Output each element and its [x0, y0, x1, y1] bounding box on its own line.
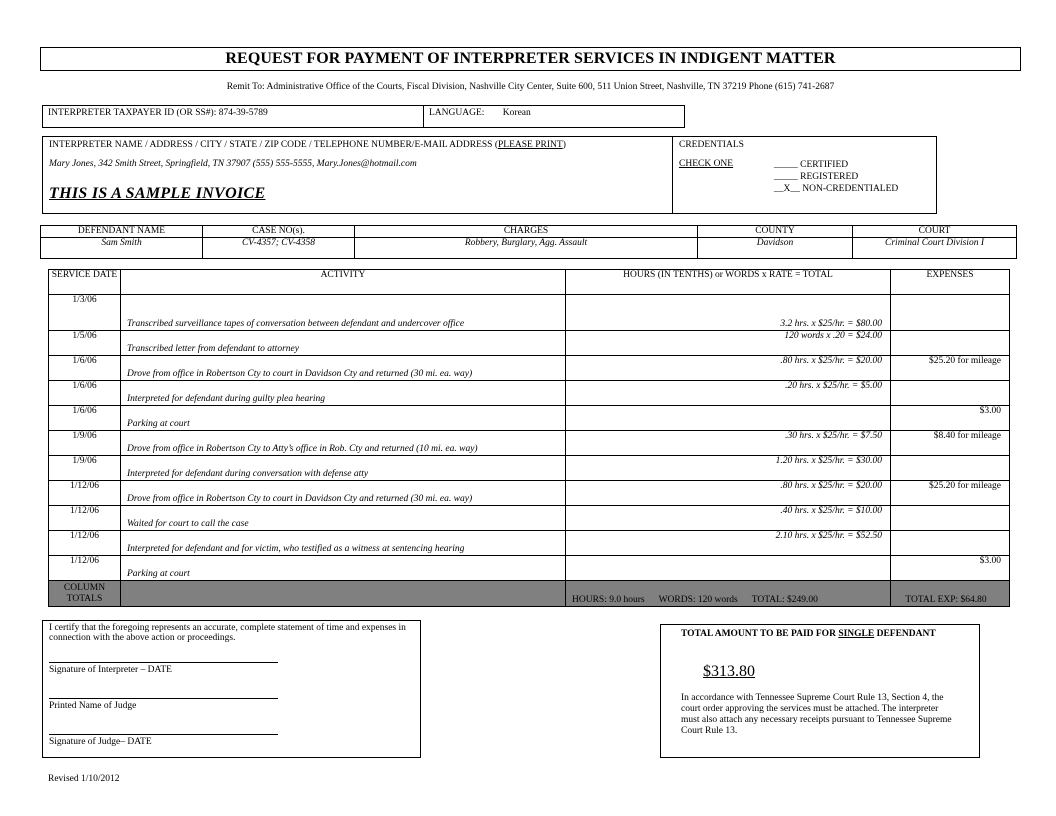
service-date-cell[interactable]: 1/9/06 — [49, 456, 121, 481]
expense-cell[interactable] — [891, 531, 1010, 556]
interpreter-name-field[interactable] — [43, 137, 673, 213]
hours-cell[interactable]: .30 hrs. x $25/hr. = $7.50 — [566, 431, 891, 456]
certification-text: I certify that the foregoing represents an accurate, complete statement of time and expenses in connection with the above action or proceedings. — [49, 623, 406, 643]
activity-cell[interactable]: Drove from office in Robertson Cty to Atty’s office in Rob. Cty and returned (10 mi. ea. way) — [121, 431, 566, 456]
activity-cell[interactable]: Transcribed letter from defendant to attorney — [121, 331, 566, 356]
service-row — [49, 506, 1010, 531]
hours-cell[interactable]: 3.2 hrs. x $25/hr. = $80.00 — [566, 295, 891, 331]
interpreter-info-box — [42, 136, 937, 214]
service-row — [49, 295, 1010, 331]
credential-noncredentialed-option[interactable]: __X__ NON-CREDENTIALED — [774, 184, 899, 194]
activity-cell[interactable]: Interpreted for defendant and for victim, who testified as a witness at sentencing hearing — [121, 531, 566, 556]
expense-cell[interactable] — [891, 506, 1010, 531]
service-row — [49, 381, 1010, 406]
service-table — [48, 269, 1010, 607]
service-date-cell[interactable]: 1/5/06 — [49, 331, 121, 356]
hours-cell[interactable]: 2.10 hrs. x $25/hr. = $52.50 — [566, 531, 891, 556]
service-date-cell[interactable]: 1/6/06 — [49, 356, 121, 381]
expense-cell[interactable]: $25.20 for mileage — [891, 481, 1010, 506]
service-row — [49, 481, 1010, 506]
taxpayer-id-field[interactable] — [43, 106, 424, 127]
total-amount-box — [660, 624, 980, 758]
total-amount-note: In accordance with Tennessee Supreme Court Rule 13, Section 4, the court order approving the services must be attached. The interpreter must also attach any necessary receipts pursuant to Tennessee Supreme Court Rule 13. — [681, 693, 952, 736]
charges-cell[interactable]: Robbery, Burglary, Agg. Assault — [355, 238, 698, 259]
certification-box — [42, 620, 421, 758]
expense-cell[interactable] — [891, 331, 1010, 356]
interpreter-signature-line[interactable] — [49, 651, 278, 663]
expense-cell[interactable]: $25.20 for mileage — [891, 356, 1010, 381]
activity-cell[interactable]: Parking at court — [121, 556, 566, 581]
case-no-header: CASE NO(s). — [203, 226, 355, 238]
total-amount-heading: TOTAL AMOUNT TO BE PAID FOR SINGLE DEFENDANT — [681, 629, 936, 639]
hours-cell[interactable] — [566, 556, 891, 581]
expense-cell[interactable]: $3.00 — [891, 406, 1010, 431]
credential-certified-option[interactable]: _____ CERTIFIED — [774, 160, 849, 170]
column-totals-row — [49, 581, 1010, 607]
hours-cell[interactable]: 1.20 hrs. x $25/hr. = $30.00 — [566, 456, 891, 481]
hours-header: HOURS (IN TENTHS) or WORDS x RATE = TOTAL — [566, 270, 891, 295]
service-row — [49, 406, 1010, 431]
language-label: LANGUAGE: — [429, 108, 485, 118]
court-header: COURT — [853, 226, 1017, 238]
taxpayer-id-value: 874-39-5789 — [218, 108, 268, 118]
service-date-cell[interactable]: 1/12/06 — [49, 556, 121, 581]
activity-header: ACTIVITY — [121, 270, 566, 295]
hours-cell[interactable]: .40 hrs. x $25/hr. = $10.00 — [566, 506, 891, 531]
credentials-label: CREDENTIALS — [679, 140, 744, 150]
judge-printed-name-line[interactable] — [49, 687, 278, 699]
court-cell[interactable]: Criminal Court Division I — [853, 238, 1017, 259]
service-date-cell[interactable]: 1/6/06 — [49, 381, 121, 406]
service-date-cell[interactable]: 1/6/06 — [49, 406, 121, 431]
hours-cell[interactable]: .80 hrs. x $25/hr. = $20.00 — [566, 481, 891, 506]
service-date-cell[interactable]: 1/9/06 — [49, 431, 121, 456]
defendant-data-row — [41, 238, 1017, 259]
interpreter-header: INTERPRETER NAME / ADDRESS / CITY / STATE / ZIP CODE / TELEPHONE NUMBER/E-MAIL ADDRESS (PLEASE PRINT) — [49, 140, 566, 150]
expense-cell[interactable] — [891, 381, 1010, 406]
service-date-cell[interactable]: 1/12/06 — [49, 481, 121, 506]
total-words: WORDS: 120 words — [658, 595, 738, 605]
language-field[interactable] — [424, 106, 684, 127]
judge-signature-label: Signature of Judge– DATE — [49, 737, 152, 747]
activity-cell[interactable]: Parking at court — [121, 406, 566, 431]
remit-to-address: Remit To: Administrative Office of the Courts, Fiscal Division, Nashville City Center, Suite 600, 511 Union Street, Nashville, TN 37219 Phone (615) 741-2687 — [226, 82, 835, 92]
sample-invoice-label: THIS IS A SAMPLE INVOICE — [49, 185, 266, 202]
revised-date: Revised 1/10/2012 — [48, 774, 120, 784]
activity-cell[interactable]: Interpreted for defendant during guilty plea hearing — [121, 381, 566, 406]
case-no-cell[interactable]: CV-4357; CV-4358 — [203, 238, 355, 259]
expense-cell[interactable]: $3.00 — [891, 556, 1010, 581]
hours-cell[interactable]: .20 hrs. x $25/hr. = $5.00 — [566, 381, 891, 406]
service-row — [49, 531, 1010, 556]
language-value: Korean — [502, 108, 531, 118]
service-header-row — [49, 270, 1010, 295]
hours-cell[interactable] — [566, 406, 891, 431]
totals-hours-cell[interactable] — [566, 581, 891, 607]
check-one-label: CHECK ONE — [679, 159, 734, 169]
activity-cell[interactable]: Drove from office in Robertson Cty to court in Davidson Cty and returned (30 mi. ea. way) — [121, 481, 566, 506]
county-cell[interactable]: Davidson — [698, 238, 853, 259]
service-date-cell[interactable]: 1/12/06 — [49, 506, 121, 531]
total-fee: TOTAL: $249.00 — [751, 595, 818, 605]
activity-cell[interactable]: Drove from office in Robertson Cty to court in Davidson Cty and returned (30 mi. ea. way) — [121, 356, 566, 381]
service-date-cell[interactable]: 1/12/06 — [49, 531, 121, 556]
service-date-header: SERVICE DATE — [49, 270, 121, 295]
service-row — [49, 456, 1010, 481]
service-row — [49, 331, 1010, 356]
defendant-name-cell[interactable]: Sam Smith — [41, 238, 203, 259]
expense-cell[interactable] — [891, 456, 1010, 481]
service-row — [49, 356, 1010, 381]
total-expenses[interactable]: TOTAL EXP: $64.80 — [891, 581, 1010, 607]
hours-cell[interactable]: 120 words x .20 = $24.00 — [566, 331, 891, 356]
activity-cell[interactable]: Interpreted for defendant during conversation with defense atty — [121, 456, 566, 481]
form-title-box — [40, 47, 1021, 71]
form-title: REQUEST FOR PAYMENT OF INTERPRETER SERVICES IN INDIGENT MATTER — [225, 50, 836, 67]
activity-cell[interactable]: Transcribed surveillance tapes of conversation between defendant and undercover office — [121, 295, 566, 331]
charges-header: CHARGES — [355, 226, 698, 238]
defendant-header-row — [41, 226, 1017, 238]
interpreter-details: Mary Jones, 342 Smith Street, Springfield, TN 37907 (555) 555-5555, Mary.Jones@hotmail.com — [49, 159, 417, 169]
credential-registered-option[interactable]: _____ REGISTERED — [774, 172, 859, 182]
hours-cell[interactable]: .80 hrs. x $25/hr. = $20.00 — [566, 356, 891, 381]
judge-printed-name-label: Printed Name of Judge — [49, 701, 137, 711]
county-header: COUNTY — [698, 226, 853, 238]
defendant-table — [40, 225, 1017, 259]
column-totals-label: COLUMN TOTALS — [49, 581, 121, 607]
service-row — [49, 431, 1010, 456]
credentials-section — [673, 137, 936, 213]
judge-signature-line[interactable] — [49, 723, 278, 735]
expense-cell[interactable]: $8.40 for mileage — [891, 431, 1010, 456]
expense-cell[interactable] — [891, 295, 1010, 331]
service-date-cell[interactable]: 1/3/06 — [49, 295, 121, 331]
expenses-header: EXPENSES — [891, 270, 1010, 295]
total-amount-value[interactable]: $313.80 — [703, 663, 755, 680]
activity-cell[interactable]: Waited for court to call the case — [121, 506, 566, 531]
interpreter-signature-label: Signature of Interpreter – DATE — [49, 665, 172, 675]
service-row — [49, 556, 1010, 581]
totals-activity-cell — [121, 581, 566, 607]
taxpayer-id-label: INTERPRETER TAXPAYER ID (OR SS#): — [48, 108, 217, 118]
taxpayer-language-row — [42, 105, 685, 128]
total-hours: HOURS: 9.0 hours — [572, 595, 645, 605]
defendant-name-header: DEFENDANT NAME — [41, 226, 203, 238]
